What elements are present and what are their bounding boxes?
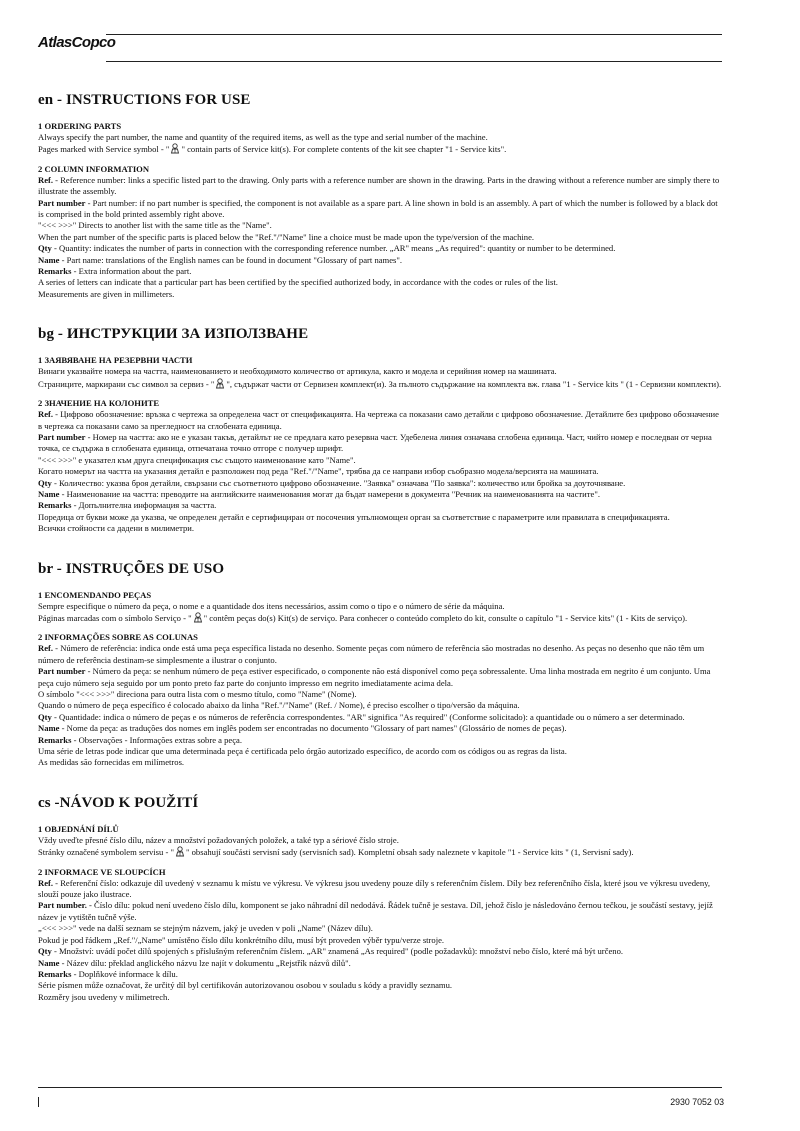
part-number-description: [38, 432, 724, 455]
column-info-block: [38, 398, 724, 534]
name-description: [38, 723, 724, 734]
qty-description: [38, 712, 724, 723]
language-section: [38, 92, 724, 300]
remarks-description: [38, 735, 724, 746]
qty-text: - Quantity: indicates the number of parts in connection with the corresponding reference number. „AR" means „As required": quantity or number to be determined.: [51, 243, 616, 254]
section-title: en - INSTRUCTIONS FOR USE: [38, 92, 251, 108]
ordering-heading: 1 ORDERING PARTS: [38, 121, 122, 131]
name-term: Name: [38, 723, 60, 734]
arrows-description: O símbolo "<<< >>>" direciona para outra lista com o mesmo título, como "Name" (Nome).: [38, 689, 357, 699]
ordering-heading: 1 OBJEDNÁNÍ DÍLŮ: [38, 823, 119, 834]
service-symbol-text: [38, 143, 724, 155]
certification-text: A series of letters can indicate that a particular part has been certified by the specified authorized body, in accordance with the codes or rules of the list.: [38, 277, 558, 288]
service-kit-icon: [215, 378, 225, 389]
part-number-text: - Номер на частта: ако не е указан такъв, детайлът не се предлага като резервна част. Удебелена линия означава сглобена единица. Част, чийто номер е последван от черна точка, се съдържа в сглобената единица, отпечатана точно отгоре с получер шрифт.: [38, 431, 712, 454]
ordering-parts-block: [38, 824, 724, 859]
ref-description: [38, 175, 724, 198]
certification-text: Uma série de letras pode indicar que uma determinada peça é certificada pelo órgão autorizado específico, de acordo com os códigos ou as regras da lista.: [38, 746, 567, 757]
remarks-term: Remarks: [38, 500, 72, 511]
part-number-text: - Part number: if no part number is specified, the component is not available as a spare part. A line shown in bold is an assembly. A part of which the number is followed by a black dot is comprised in the bold printed assembly right above.: [38, 197, 718, 220]
footer-rule: [38, 1087, 722, 1088]
service-symbol-text: [38, 846, 724, 858]
ordering-parts-block: [38, 590, 724, 625]
remarks-description: [38, 266, 724, 277]
column-heading: 2 ЗНАЧЕНИЕ НА КОЛОНИТЕ: [38, 398, 160, 409]
part-number-text: - Número da peça: se nenhum número de peça estiver especificado, o componente não está disponível como peça sobressalente. Uma linha mostrada em negrito é um conjunto. Uma peça cujo número seja seguido por um ponto preto faz parte do conjunto impresso em negrito imediatamente acima dela.: [38, 666, 711, 688]
ordering-text: Always specify the part number, the name and quantity of the required items, as well as the type and serial number of the machine.: [38, 132, 488, 142]
name-description: [38, 489, 724, 500]
ref-description: [38, 878, 724, 901]
ordering-heading: 1 ENCOMENDANDO PEÇAS: [38, 589, 152, 600]
section-title: br - INSTRUÇÕES DE USO: [38, 560, 225, 577]
ref-term: Ref.: [38, 409, 54, 420]
column-heading: 2 COLUMN INFORMATION: [38, 163, 150, 174]
language-section: [38, 795, 724, 1003]
instructions-content: [38, 92, 724, 1029]
qty-term: Qty: [38, 477, 52, 488]
remarks-term: Remarks: [38, 266, 72, 277]
service-text-post: " obsahují součásti servisní sady (servisních sad). Kompletní obsah sady naleznete v kapitole "1 - Service kits " (1, Servisní sady).: [185, 847, 634, 858]
ref-text: - Referenční číslo: odkazuje díl uvedený v seznamu k místu ve výkresu. Ve výkresu jsou uvedeny pouze díly s referenčním číslem. Díly bez referenčního čísla, které jsou ve výkresu uvedeny, slouží pouze jako ilustrace.: [38, 877, 711, 900]
ref-text: - Número de referência: indica onde está uma peça específica listada no desenho. Somente peças com número de referência são mostradas no desenho. As peças no desenho que não têm um número de referência destinam-se simplesmente a ilustrar o conjunto.: [38, 643, 705, 665]
part-number-text: - Číslo dílu: pokud není uvedeno číslo dílu, komponent se jako náhradní díl nedodává. Řádek tučně je sestava. Díl, jehož číslo je následováno černou tečkou, je součástí sestavy, jejíž název je vytištěn tučně výše.: [38, 900, 713, 922]
certification-text: Поредица от букви може да указва, че определен детайл е сертифициран от посочения упълномощен орган за съответствие с параметрите или правилата в спецификацията.: [38, 511, 670, 522]
service-kit-icon: [193, 612, 203, 623]
qty-text: - Количество: указва броя детайли, свързани със съответното цифрово обозначение. "Заявка" означава "По заявка": количество или бройка за доуточняване.: [51, 477, 626, 488]
part-number-term: Part number: [38, 431, 86, 442]
qty-text: - Množství: uvádí počet dílů spojených s příslušným referenčním číslem. „AR" znamená „As required" (podle požadavků): množství nebo číslo, které má být určeno.: [51, 946, 624, 957]
qty-description: [38, 478, 724, 489]
version-choice-text: When the part number of the specific parts is placed below the "Ref."/"Name" line a choice must be made upon the type/version of the machine.: [38, 231, 535, 242]
service-text-post: " contêm peças do(s) Kit(s) de serviço. Para conhecer o conteúdo completo do kit, consulte o capítulo "1 - Service kits" (1 - Kits de serviço).: [203, 612, 688, 623]
qty-description: [38, 946, 724, 957]
part-number-term: Part number: [38, 197, 86, 208]
column-info-block: [38, 164, 724, 300]
certification-text: Série písmen může označovat, že určitý díl byl certifikován autorizovanou osobou v souladu s kódy a pravidly seznamu.: [38, 980, 453, 991]
name-text: - Part name: translations of the English names can be found in document "Glossary of part names".: [59, 254, 403, 265]
version-choice-text: Quando o número de peça específico é colocado abaixo da linha "Ref."/"Name" (Ref. / Nome), é preciso escolher o tipo/versão da máquina.: [38, 700, 520, 711]
remarks-text: - Observações - Informações extras sobre a peça.: [71, 734, 243, 745]
service-text-pre: Pages marked with Service symbol - ": [38, 144, 170, 155]
measurements-text: As medidas são fornecidas em milímetros.: [38, 757, 185, 768]
ref-text: - Reference number: links a specific listed part to the drawing. Only parts with a reference number are shown in the drawing. Parts in the drawing without a reference number are simply there to illustrate the assembly.: [38, 174, 720, 197]
ref-term: Ref.: [38, 877, 54, 888]
name-description: [38, 255, 724, 266]
part-number-term: Part number.: [38, 900, 87, 911]
service-text-post: ", съдържат части от Сервизен комплект(и). За пълното съдържание на комплекта вж. глава "1 - Service kits " (1 - Сервизни комплекти).: [226, 378, 722, 389]
remarks-description: [38, 500, 724, 511]
ordering-parts-block: [38, 121, 724, 156]
remarks-text: - Doplňkové informace k dílu.: [71, 968, 178, 979]
remarks-text: - Допълнителна информация за частта.: [71, 500, 217, 511]
measurements-text: Measurements are given in millimeters.: [38, 288, 175, 299]
name-term: Name: [38, 254, 60, 265]
service-text-post: " contain parts of Service kit(s). For complete contents of the kit see chapter "1 - Service kits".: [181, 144, 507, 155]
name-text: - Název dílu: překlad anglického názvu lze najít v dokumentu „Rejstřík názvů dílů".: [59, 957, 351, 968]
name-text: - Nome da peça: as traduções dos nomes em inglês podem ser encontradas no documento "Glossary of part names" (Glossário de nomes de peças).: [59, 723, 567, 734]
ordering-parts-block: [38, 355, 724, 390]
header-rule-top: [106, 34, 722, 35]
part-number-description: [38, 900, 724, 923]
ordering-heading: 1 ЗАЯВЯВАНЕ НА РЕЗЕРВНИ ЧАСТИ: [38, 355, 193, 366]
arrows-description: „<<< >>>" vede na další seznam se stejným názvem, jaký je uveden v poli „Name" (Název dílu).: [38, 923, 373, 934]
language-section: [38, 561, 724, 769]
arrows-description: "<<< >>>" Directs to another list with the same title as the "Name".: [38, 220, 272, 231]
qty-term: Qty: [38, 946, 52, 957]
atlas-copco-logo: AtlasCopco: [38, 34, 116, 51]
service-symbol-text: [38, 378, 724, 390]
page-marker: [38, 1097, 39, 1107]
qty-term: Qty: [38, 711, 52, 722]
service-kit-icon: [170, 143, 180, 154]
qty-text: - Quantidade: indica o número de peças e os números de referência correspondentes. "AR" significa "As required" (Conforme solicitado): a quantidade ou o número a ser determinado.: [51, 711, 685, 722]
ref-term: Ref.: [38, 174, 54, 185]
document-number: 2930 7052 03: [670, 1097, 724, 1107]
part-number-description: [38, 666, 724, 689]
arrows-description: "<<< >>>" е указател към друга спецификация със същото наименование като "Name".: [38, 454, 356, 465]
column-heading: 2 INFORMACE VE SLOUPCÍCH: [38, 866, 166, 877]
column-info-block: [38, 632, 724, 768]
measurements-text: Rozměry jsou uvedeny v milimetrech.: [38, 991, 170, 1002]
version-choice-text: Когато номерът на частта на указания детайл е разположен под реда "Ref."/"Name", трябва да се направи избор съобразно модела/версията на машината.: [38, 466, 599, 477]
measurements-text: Всички стойности са дадени в милиметри.: [38, 523, 195, 534]
ordering-text: Винаги указвайте номера на частта, наименованието и необходимото количество от артикула, както и модела и серийния номер на машината.: [38, 366, 557, 377]
service-symbol-text: [38, 612, 724, 624]
qty-term: Qty: [38, 243, 52, 254]
name-term: Name: [38, 488, 60, 499]
section-title: cs -NÁVOD K POUŽITÍ: [38, 794, 199, 811]
service-text-pre: Stránky označené symbolem servisu - ": [38, 847, 174, 858]
header-rule-bottom: [106, 61, 722, 62]
service-text-pre: Páginas marcadas com o símbolo Serviço - ": [38, 612, 192, 623]
remarks-text: - Extra information about the part.: [71, 266, 192, 277]
qty-description: [38, 243, 724, 254]
name-term: Name: [38, 957, 60, 968]
ref-text: - Цифрово обозначение: връзка с чертежа за определена част от спецификацията. На чертежа са показани само детайли с цифрово обозначение. Детайлите без цифрово обозначение в чертежа са показани само за прегледност на сглобената единица.: [38, 409, 719, 431]
ref-description: [38, 643, 724, 666]
part-number-term: Part number: [38, 666, 86, 677]
ref-description: [38, 409, 724, 432]
column-info-block: [38, 867, 724, 1003]
name-text: - Наименование на частта: преводите на английските наименования могат да бъдат намерени в документа "Речник на наименованията на частите".: [59, 488, 600, 499]
remarks-term: Remarks: [38, 968, 72, 979]
remarks-description: [38, 969, 724, 980]
name-description: [38, 958, 724, 969]
section-title: bg - ИНСТРУКЦИИ ЗА ИЗПОЛЗВАНЕ: [38, 326, 309, 343]
ref-term: Ref.: [38, 643, 54, 654]
service-text-pre: Страниците, маркирани със символ за сервиз - ": [38, 378, 215, 389]
column-heading: 2 INFORMAÇÕES SOBRE AS COLUNAS: [38, 632, 198, 643]
service-kit-icon: [175, 846, 185, 857]
part-number-description: [38, 198, 724, 221]
remarks-term: Remarks: [38, 734, 72, 745]
ordering-text: Sempre especifique o número da peça, o nome e a quantidade dos itens necessários, assim como o tipo e o número de série da máquina.: [38, 600, 505, 611]
ordering-text: Vždy uveďte přesné číslo dílu, název a množství požadovaných položek, a také typ a sériové číslo stroje.: [38, 834, 399, 845]
language-section: [38, 326, 724, 534]
version-choice-text: Pokud je pod řádkem „Ref."/„Name" umístěno číslo dílu konkrétního dílu, musí být proveden výběr typu/verze stroje.: [38, 934, 445, 945]
